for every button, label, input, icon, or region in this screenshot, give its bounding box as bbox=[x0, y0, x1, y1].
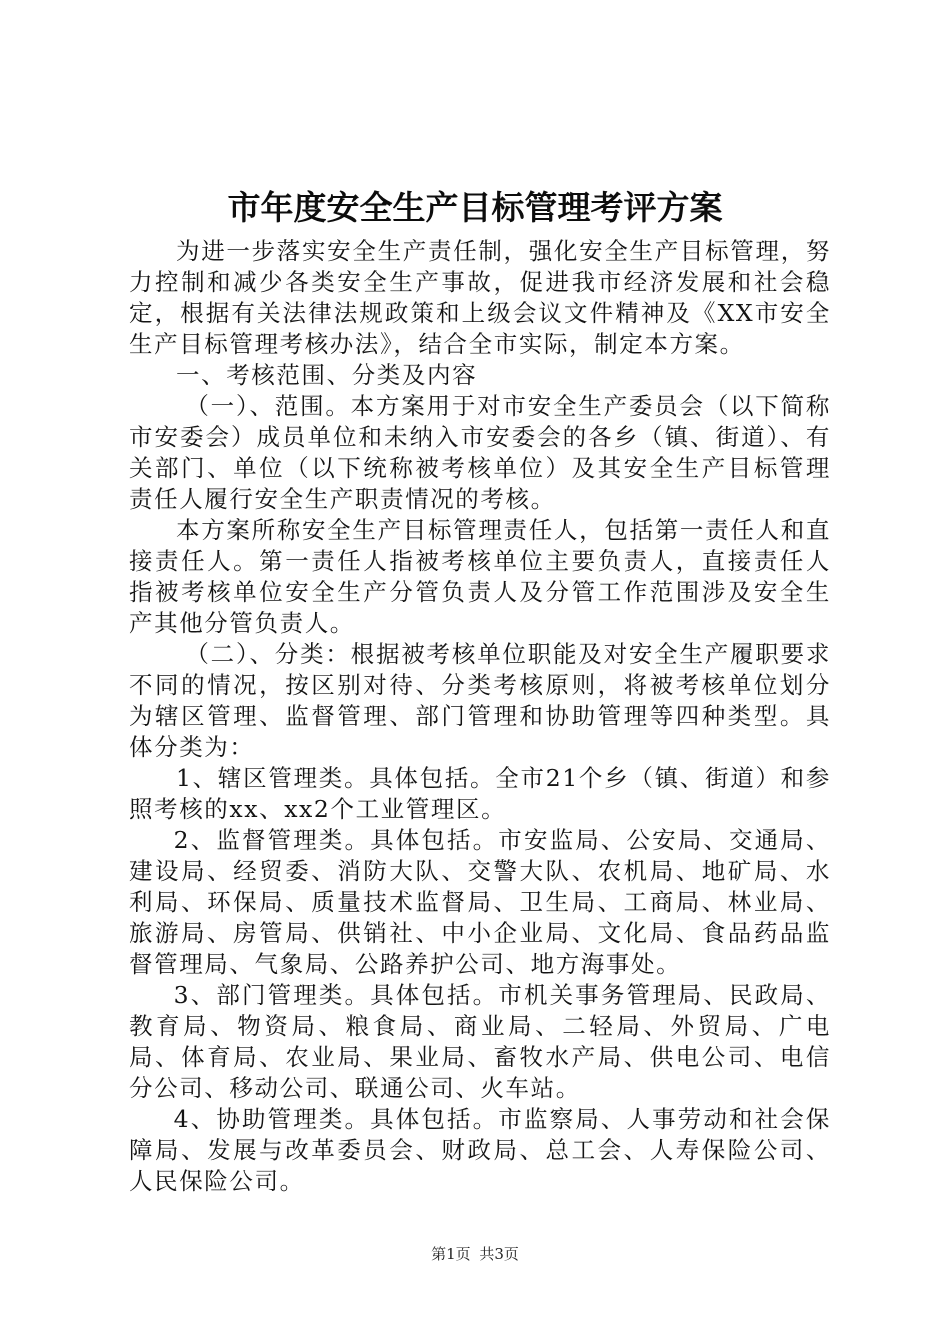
page-footer: 第1页 共3页 bbox=[431, 1245, 519, 1263]
document-title: 市年度安全生产目标管理考评方案 bbox=[227, 188, 723, 227]
paragraph-category-4: 4、协助管理类。具体包括。市监察局、人事劳动和社会保障局、发展与改革委员会、财政局、总工会、人寿保险公司、人民保险公司。 bbox=[129, 1105, 831, 1195]
paragraph-intro: 为进一步落实安全生产责任制，强化安全生产目标管理，努力控制和减少各类安全生产事故，促进我市经济发展和社会稳定，根据有关法律法规政策和上级会议文件精神及《XX市安全生产目标管理考核办法》，结合全市实际，制定本方案。 bbox=[129, 237, 831, 358]
paragraph-classification: （二）、分类：根据被考核单位职能及对安全生产履职要求不同的情况，按区别对待、分类考核原则，将被考核单位划分为辖区管理、监督管理、部门管理和协助管理等四种类型。具体分类为： bbox=[129, 640, 831, 761]
paragraph-responsible-persons: 本方案所称安全生产目标管理责任人，包括第一责任人和直接责任人。第一责任人指被考核单位主要负责人，直接责任人指被考核单位安全生产分管负责人及分管工作范围涉及安全生产其他分管负责人。 bbox=[129, 516, 831, 637]
document-body bbox=[129, 236, 831, 1197]
paragraph-category-1: 1、辖区管理类。具体包括。全市21个乡（镇、街道）和参照考核的xx、xx2个工业管理区。 bbox=[129, 764, 831, 823]
paragraph-scope: （一）、范围。本方案用于对市安全生产委员会（以下简称市安委会）成员单位和未纳入市安委会的各乡（镇、街道）、有关部门、单位（以下统称被考核单位）及其安全生产目标管理责任人履行安全生产职责情况的考核。 bbox=[129, 392, 831, 513]
section-heading-1: 一、考核范围、分类及内容 bbox=[176, 361, 478, 389]
paragraph-category-2: 2、监督管理类。具体包括。市安监局、公安局、交通局、建设局、经贸委、消防大队、交警大队、农机局、地矿局、水利局、环保局、质量技术监督局、卫生局、工商局、林业局、旅游局、房管局、供销社、中小企业局、文化局、食品药品监督管理局、气象局、公路养护公司、地方海事处。 bbox=[129, 826, 831, 978]
paragraph-category-3: 3、部门管理类。具体包括。市机关事务管理局、民政局、教育局、物资局、粮食局、商业局、二轻局、外贸局、广电局、体育局、农业局、果业局、畜牧水产局、供电公司、电信分公司、移动公司、联通公司、火车站。 bbox=[129, 981, 831, 1102]
